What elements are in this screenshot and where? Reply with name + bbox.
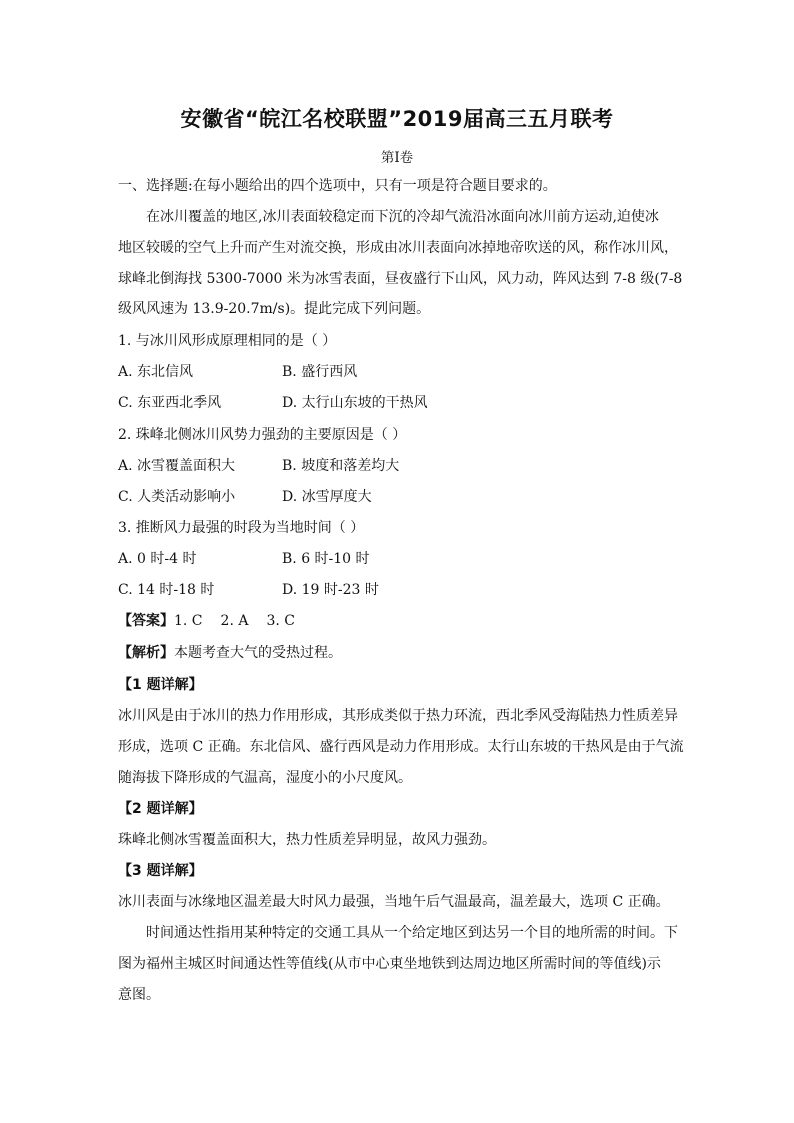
detail-1-line: 随海拔下降形成的气温高，湿度小的小尺度风。 [118, 770, 412, 786]
detail-2-line: 珠峰北侧冰雪覆盖面积大，热力性质差异明显，故风力强劲。 [118, 832, 496, 848]
question-2-option-a: A. 冰雪覆盖面积大 [118, 458, 236, 474]
question-2-option-b: B. 坡度和落差均大 [282, 458, 400, 474]
question-3-stem: 3. 推断风力最强的时段为当地时间（ ） [118, 520, 365, 536]
passage-line: 地区较暖的空气上升而产生对流交换，形成由冰川表面向冰掉地帝吹送的风，称作冰川风， [118, 240, 678, 256]
question-1-option-d: D. 太行山东坡的干热风 [282, 395, 428, 411]
detail-1-line: 冰川风是由于冰川的热力作用形成，其形成类似于热力环流，西北季风受海陆热力性质差异 [118, 708, 678, 724]
question-2-option-c: C. 人类活动影响小 [118, 489, 236, 505]
analysis-text: 本题考查大气的受热过程。 [174, 645, 342, 661]
answer-label: 【答案】 [118, 613, 174, 629]
answer-item: 2. A [220, 613, 249, 629]
question-2-option-d: D. 冰雪厚度大 [282, 489, 372, 505]
section-heading: 一、选择题:在每小题给出的四个选项中，只有一项是符合题目要求的。 [118, 178, 557, 194]
volume-label: 第I卷 [380, 150, 414, 166]
detail-3-label: 【3 题详解】 [118, 863, 203, 879]
passage-line: 级风风速为 13.9-20.7m/s)。提此完成下列问题。 [118, 301, 431, 317]
analysis-line [118, 644, 342, 662]
question-2-stem: 2. 珠峰北侧冰川风势力强劲的主要原因是（ ） [118, 427, 407, 443]
passage2-line: 意图。 [118, 987, 160, 1003]
answer-line [118, 612, 313, 630]
question-1-option-c: C. 东亚西北季风 [118, 395, 222, 411]
question-3-option-c: C. 14 时-18 时 [118, 582, 215, 598]
passage2-line: 图为福州主城区时间通达性等值线(从市中心東坐地铁到达周边地区所需时间的等值线)示 [118, 956, 661, 972]
passage-line: 在冰川覆盖的地区,冰川表面较稳定而下沉的冷却气流沿冰面向冰川前方运动,迫使冰 [146, 209, 659, 225]
question-3-option-d: D. 19 时-23 时 [282, 582, 379, 598]
passage2-line: 时间通达性指用某种特定的交通工具从一个给定地区到达另一个目的地所需的时间。下 [146, 925, 678, 941]
exam-title: 安徽省“皖江名校联盟”2019届高三五月联考 [180, 107, 614, 131]
question-3-option-b: B. 6 时-10 时 [282, 551, 370, 567]
answer-item: 3. C [266, 613, 295, 629]
detail-1-label: 【1 题详解】 [118, 677, 203, 693]
detail-2-label: 【2 题详解】 [118, 801, 203, 817]
question-3-option-a: A. 0 时-4 时 [118, 551, 197, 567]
question-1-option-a: A. 东北信风 [118, 364, 194, 380]
analysis-label: 【解析】 [118, 645, 174, 661]
question-1-stem: 1. 与冰川风形成原理相同的是（ ） [118, 333, 337, 349]
detail-1-line: 形成，选项 C 正确。东北信风、盛行西风是动力作用形成。太行山东坡的干热风是由于气流 [118, 739, 684, 755]
answer-item: 1. C [174, 613, 203, 629]
detail-3-line: 冰川表面与冰缘地区温差最大时风力最强，当地午后气温最高，温差最大，选项 C 正确。 [118, 894, 670, 910]
passage-line: 球峰北倒海找 5300-7000 米为冰雪表面，昼夜盛行下山风，风力动，阵风达到 7-8 级(7-8 [118, 271, 683, 287]
question-1-option-b: B. 盛行西风 [282, 364, 358, 380]
